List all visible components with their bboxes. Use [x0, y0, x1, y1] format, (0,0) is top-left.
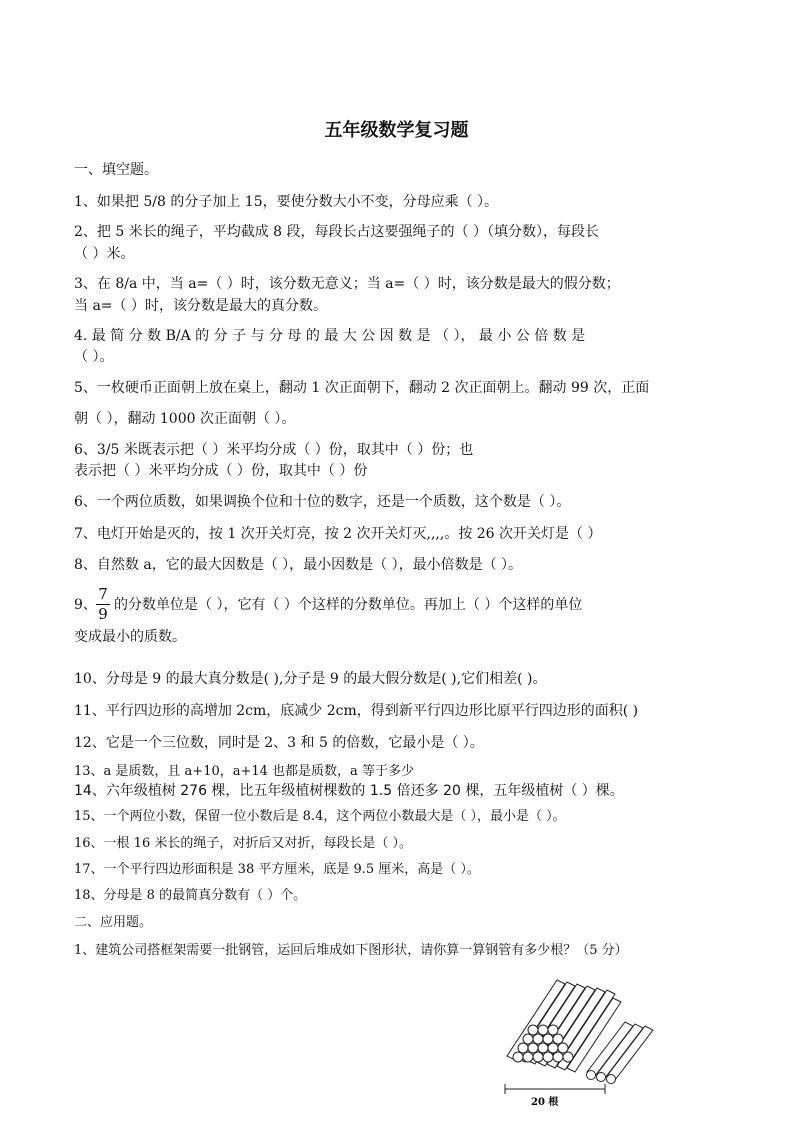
steel-pipe-stack-figure [495, 968, 665, 1108]
question-8: 8、自然数 a，它的最大因数是（ ），最小因数是（ ），最小倍数是（ ）。 [74, 557, 523, 573]
question-1: 1、如果把 5/8 的分子加上 15，要使分数大小不变，分母应乘（ ）。 [74, 194, 499, 210]
question-3-line-1: 3、在 8/a 中，当 a=（ ）时，该分数无意义；当 a=（ ）时，该分数是最大的假分数； [74, 276, 620, 292]
fraction-denominator: 9 [98, 605, 108, 623]
question-2-line-1: 2、把 5 米长的绳子，平均截成 8 段，每段长占这要强绳子的（ ）（填分数），每段长 [74, 224, 599, 240]
fraction-numerator: 7 [98, 585, 108, 603]
question-7: 7、电灯开始是灭的，按 1 次开关灯亮，按 2 次开关灯灭,,,,。按 26 次开关灯是（ ） [74, 526, 602, 542]
page-title: 五年级数学复习题 [324, 120, 469, 141]
question-6-line-1: 6、3/5 米既表示把（ ）米平均分成（ ）份，取其中（ ）份；也 [74, 442, 474, 458]
question-6b: 6、一个两位质数，如果调换个位和十位的数字，还是一个质数，这个数是（ ）。 [74, 494, 571, 510]
question-6-line-2: 表示把（ ）米平均分成（ ）份，取其中（ ）份 [74, 463, 368, 479]
question-3-line-2: 当 a=（ ）时，该分数是最大的真分数。 [74, 298, 327, 314]
question-15: 15、一个两位小数，保留一位小数后是 8.4，这个两位小数最大是（ ），最小是（ ）。 [74, 809, 566, 824]
section-apply-heading: 二、应用题。 [74, 915, 153, 930]
question-12: 12、它是一个三位数，同时是 2、3 和 5 的倍数，它最小是（ ）。 [74, 735, 484, 751]
fraction-seven-ninths [96, 586, 110, 623]
dimension-line [505, 1084, 605, 1094]
question-4-line-1: 4. 最 简 分 数 B/A 的 分 子 与 分 母 的 最 大 公 因 数 是 （ ）， 最 小 公 倍 数 是 [74, 328, 586, 344]
question-4-line-2: （ ）。 [74, 349, 114, 365]
application-question-1: 1、建筑公司搭框架需要一批钢管，运回后堆成如下图形状，请你算一算钢管有多少根？（5 分） [74, 943, 628, 958]
question-10: 10、分母是 9 的最大真分数是( ),分子是 9 的最大假分数是( ),它们相差( )。 [74, 671, 547, 687]
section-fill-heading: 一、填空题。 [74, 162, 158, 178]
question-17: 17、一个平行四边形面积是 38 平方厘米，底是 9.5 厘米，高是（ ）。 [74, 862, 480, 877]
question-9-number: 9、 [74, 597, 97, 613]
question-5-line-1: 5、一枚硬币正面朝上放在桌上，翻动 1 次正面朝下，翻动 2 次正面朝上。翻动 99 次，正面 [74, 380, 650, 396]
figure-label: 20 根 [531, 1097, 559, 1108]
question-11: 11、平行四边形的高增加 2cm，底减少 2cm，得到新平行四边形比原平行四边形的面积( ) [74, 703, 639, 719]
question-9-line-2: 变成最小的质数。 [74, 629, 186, 645]
question-2-line-2: （ ）米。 [74, 246, 135, 262]
question-13: 13、a 是质数，且 a+10，a+14 也都是质数，a 等于多少 [74, 764, 414, 779]
question-16: 16、一根 16 米长的绳子，对折后又对折，每段长是（ ）。 [74, 836, 412, 851]
question-14: 14、六年级植树 276 棵，比五年级植树棵数的 1.5 倍还多 20 棵，五年级植树（ ）棵。 [74, 783, 624, 799]
question-9-line-1: 的分数单位是（ ），它有（ ）个这样的分数单位。再加上（ ）个这样的单位 [114, 597, 583, 613]
question-5-line-2: 朝（ ），翻动 1000 次正面朝（ ）。 [74, 411, 296, 427]
question-18: 18、分母是 8 的最简真分数有（ ）个。 [74, 888, 307, 903]
